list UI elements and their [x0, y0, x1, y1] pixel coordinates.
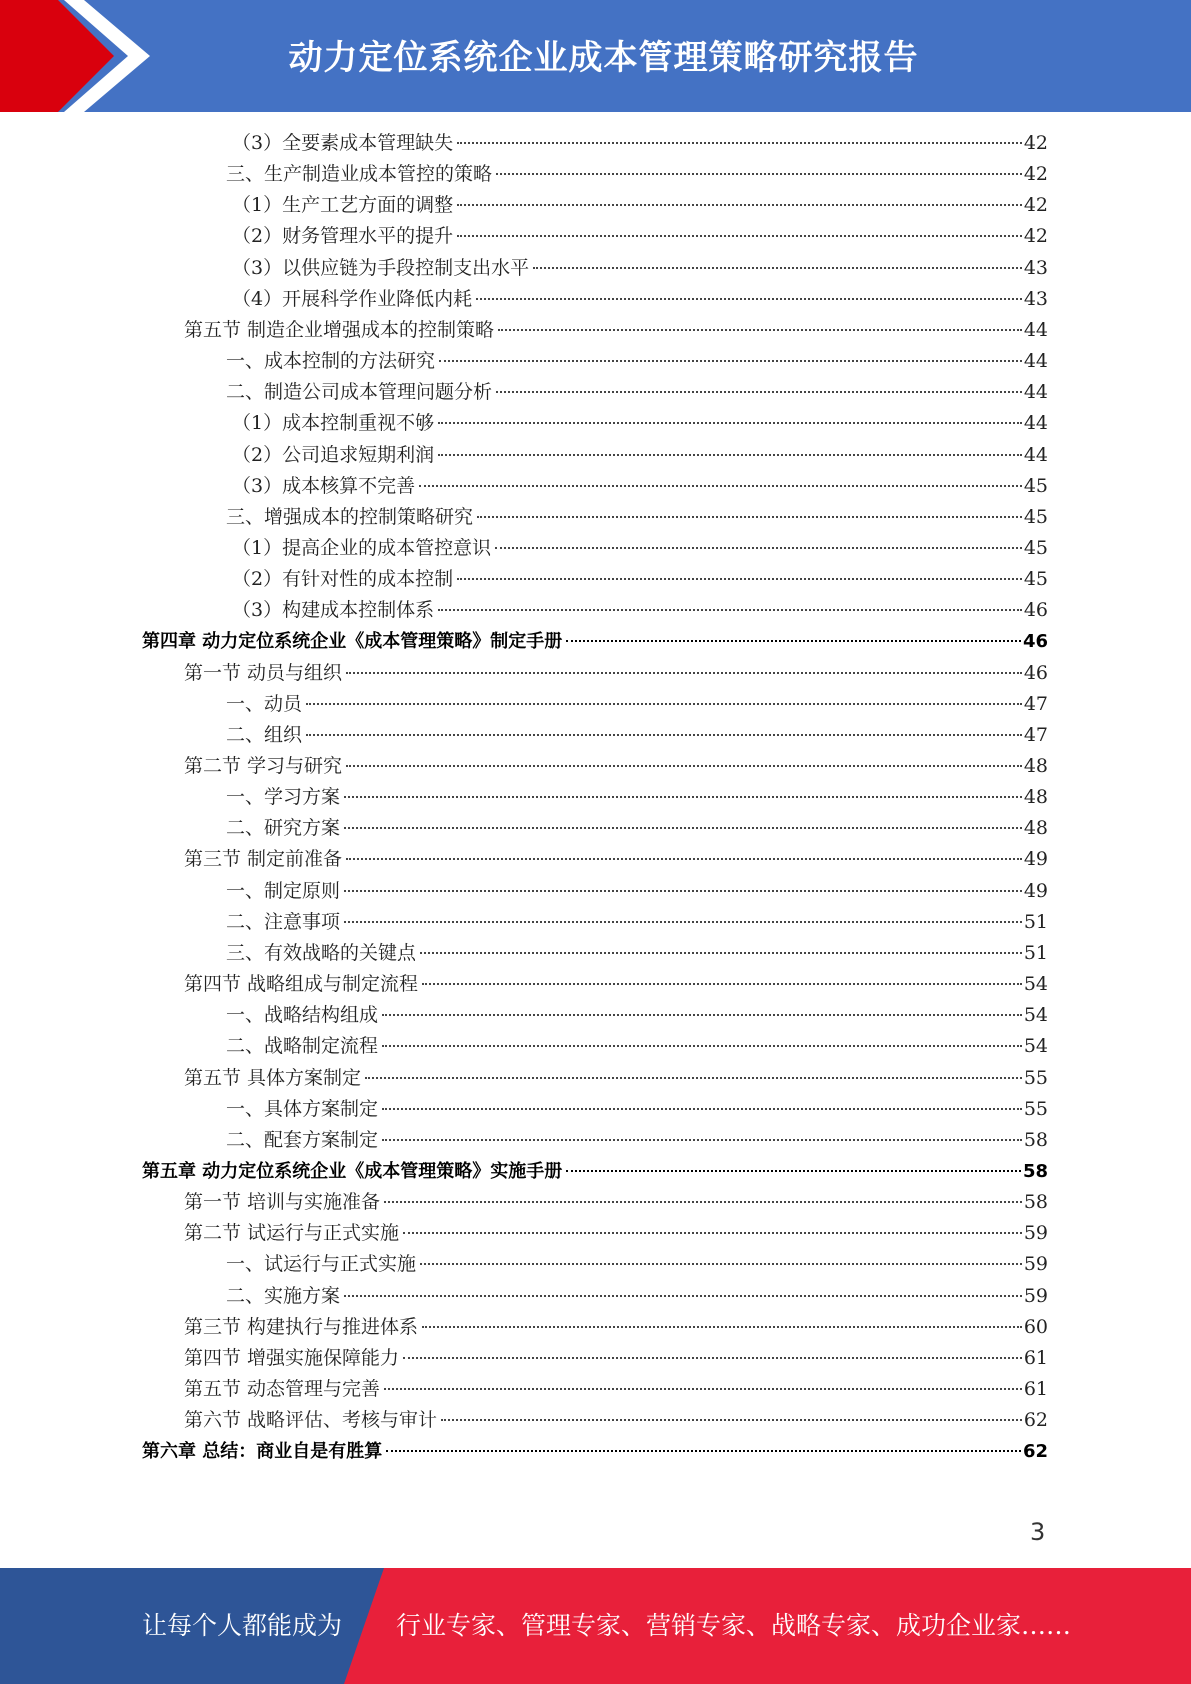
- toc-page-number: 46: [1023, 661, 1048, 684]
- toc-page-number: 51: [1023, 910, 1048, 933]
- toc-entry-label: 第五节 具体方案制定: [184, 1066, 362, 1089]
- toc-entry-label: （3）成本核算不完善: [232, 474, 416, 497]
- toc-entry-label: 二、实施方案: [226, 1284, 341, 1307]
- toc-dot-leader: [438, 422, 1022, 424]
- toc-dot-leader: [344, 1295, 1022, 1297]
- toc-section-entry[interactable]: [184, 1063, 1048, 1094]
- toc-page-number: 43: [1023, 256, 1048, 279]
- document-title: 动力定位系统企业成本管理策略研究报告: [288, 37, 919, 78]
- toc-page-number: 42: [1023, 132, 1048, 154]
- toc-entry-label: 一、成本控制的方法研究: [226, 350, 436, 373]
- toc-entry-label: 第一节 动员与组织: [184, 661, 343, 684]
- toc-entry-label: 第五节 动态管理与完善: [184, 1378, 381, 1400]
- toc-dot-leader: [457, 578, 1022, 580]
- toc-page-number: 58: [1023, 1128, 1048, 1151]
- toc-page-number: 44: [1023, 350, 1048, 373]
- toc-subsection-entry[interactable]: [226, 1125, 1048, 1156]
- toc-page-number: 45: [1023, 505, 1048, 528]
- toc-subsection-entry[interactable]: [226, 720, 1048, 751]
- toc-entry-label: 二、配套方案制定: [226, 1128, 379, 1151]
- toc-chapter-entry[interactable]: [142, 1156, 1048, 1187]
- toc-dot-leader: [382, 1108, 1022, 1110]
- toc-entry-label: 一、战略结构组成: [226, 1004, 379, 1027]
- toc-entry-label: 一、动员: [226, 692, 303, 715]
- toc-entry-label: 第六节 战略评估、考核与审计: [184, 1409, 438, 1432]
- toc-section-entry[interactable]: [184, 969, 1048, 1000]
- toc-dot-leader: [498, 329, 1022, 331]
- toc-dot-leader: [382, 1139, 1022, 1141]
- toc-entry-label: 三、生产制造业成本管控的策略: [226, 163, 493, 186]
- toc-page-number: 48: [1023, 786, 1048, 809]
- toc-entry-label: （2）有针对性的成本控制: [232, 568, 454, 591]
- toc-dot-leader: [403, 1357, 1022, 1359]
- toc-dot-leader: [476, 298, 1022, 300]
- toc-dot-leader: [346, 858, 1022, 860]
- toc-page-number: 45: [1023, 536, 1048, 559]
- toc-entry-label: 第一节 培训与实施准备: [184, 1191, 381, 1214]
- toc-dot-leader: [533, 267, 1022, 269]
- toc-subsection-entry[interactable]: [226, 1249, 1048, 1280]
- toc-page-number: 44: [1023, 412, 1048, 435]
- toc-section-entry[interactable]: [184, 315, 1048, 346]
- toc-dot-leader: [344, 796, 1022, 798]
- page-number: 3: [1030, 1518, 1046, 1546]
- toc-dot-leader: [439, 360, 1022, 362]
- toc-entry-label: 一、试运行与正式实施: [226, 1253, 417, 1276]
- toc-page-number: 60: [1023, 1315, 1048, 1338]
- toc-dot-leader: [344, 921, 1022, 923]
- toc-entry-label: 一、制定原则: [226, 879, 341, 902]
- toc-dot-leader: [384, 1388, 1022, 1390]
- toc-entry-label: （2）公司追求短期利润: [232, 443, 435, 466]
- toc-subsection-entry[interactable]: [226, 782, 1048, 813]
- toc-page-number: 42: [1023, 194, 1048, 217]
- toc-dot-leader: [496, 391, 1022, 393]
- toc-dot-leader: [477, 516, 1022, 518]
- page-header: [0, 0, 1191, 112]
- toc-entry-label: 第五节 制造企业增强成本的控制策略: [184, 318, 495, 341]
- footer-slogan-left: 让每个人都能成为: [142, 1611, 343, 1640]
- toc-section-entry[interactable]: [184, 658, 1048, 689]
- toc-entry-label: 第四节 战略组成与制定流程: [184, 973, 419, 996]
- toc-dot-leader: [420, 1263, 1022, 1265]
- toc-dot-leader: [457, 142, 1022, 144]
- toc-subsection-entry[interactable]: [226, 159, 1048, 190]
- footer-slogan-right: 行业专家、管理专家、营销专家、战略专家、成功企业家……: [396, 1611, 1072, 1640]
- toc-subsection-entry[interactable]: [226, 689, 1048, 720]
- toc-dot-leader: [422, 983, 1022, 985]
- toc-subsection-entry[interactable]: [232, 284, 1048, 315]
- toc-page-number: 44: [1023, 318, 1048, 341]
- toc-entry-label: 第三节 制定前准备: [184, 848, 343, 871]
- toc-dot-leader: [457, 235, 1022, 237]
- toc-dot-leader: [346, 765, 1022, 767]
- toc-section-entry[interactable]: [184, 751, 1048, 782]
- toc-dot-leader: [422, 1326, 1022, 1328]
- toc-page-number: 47: [1023, 723, 1048, 746]
- toc-dot-leader: [382, 1014, 1022, 1016]
- toc-entry-label: （3）构建成本控制体系: [232, 599, 435, 622]
- toc-entry-label: 二、战略制定流程: [226, 1035, 379, 1058]
- toc-subsection-entry[interactable]: [226, 1031, 1048, 1062]
- toc-entry-label: 二、注意事项: [226, 910, 341, 933]
- toc-page-number: 44: [1023, 443, 1048, 466]
- toc-dot-leader: [386, 1450, 1021, 1452]
- toc-entry-label: 一、学习方案: [226, 786, 341, 809]
- toc-dot-leader: [344, 827, 1022, 829]
- toc-subsection-entry[interactable]: [226, 907, 1048, 938]
- toc-subsection-entry[interactable]: [226, 1281, 1048, 1312]
- toc-section-entry[interactable]: [184, 1218, 1048, 1249]
- toc-entry-label: 二、制造公司成本管理问题分析: [226, 381, 493, 404]
- toc-entry-label: 第四节 增强实施保障能力: [184, 1346, 400, 1369]
- toc-page-number: 44: [1023, 381, 1048, 404]
- toc-subsection-entry[interactable]: [232, 564, 1048, 595]
- toc-subsection-entry[interactable]: [226, 502, 1048, 533]
- toc-dot-leader: [403, 1232, 1022, 1234]
- toc-dot-leader: [382, 1045, 1022, 1047]
- toc-page-number: 62: [1022, 1441, 1048, 1463]
- toc-subsection-entry[interactable]: [232, 253, 1048, 284]
- toc-page-number: 48: [1023, 817, 1048, 840]
- toc-entry-label: 第四章 动力定位系统企业《成本管理策略》制定手册: [142, 631, 563, 653]
- toc-page-number: 58: [1022, 1160, 1048, 1182]
- toc-page-number: 55: [1023, 1066, 1048, 1089]
- toc-subsection-entry[interactable]: [232, 408, 1048, 439]
- toc-dot-leader: [441, 1419, 1022, 1421]
- toc-page-number: 46: [1023, 599, 1048, 622]
- toc-subsection-entry[interactable]: [226, 938, 1048, 969]
- toc-page-number: 42: [1023, 163, 1048, 186]
- toc-page-number: 45: [1023, 568, 1048, 591]
- toc-chapter-entry[interactable]: [142, 626, 1048, 657]
- toc-dot-leader: [306, 734, 1022, 736]
- toc-page-number: 59: [1023, 1222, 1048, 1245]
- toc-dot-leader: [438, 454, 1022, 456]
- toc-page-number: 42: [1023, 225, 1048, 248]
- toc-entry-label: （4）开展科学作业降低内耗: [232, 287, 473, 310]
- toc-dot-leader: [419, 485, 1022, 487]
- toc-entry-label: 一、具体方案制定: [226, 1097, 379, 1120]
- toc-page-number: 54: [1023, 1004, 1048, 1027]
- toc-subsection-entry[interactable]: [226, 377, 1048, 408]
- toc-page-number: 61: [1023, 1346, 1048, 1369]
- toc-page-number: 54: [1023, 973, 1048, 996]
- toc-page-number: 49: [1023, 848, 1048, 871]
- toc-entry-label: （1）生产工艺方面的调整: [232, 194, 454, 217]
- toc-section-entry[interactable]: [184, 1343, 1048, 1374]
- toc-entry-label: 第六章 总结：商业自是有胜算: [142, 1441, 383, 1463]
- toc-subsection-entry[interactable]: [232, 595, 1048, 626]
- toc-dot-leader: [306, 703, 1022, 705]
- toc-section-entry[interactable]: [184, 1312, 1048, 1343]
- toc-page-number: 59: [1023, 1253, 1048, 1276]
- toc-section-entry[interactable]: [184, 1187, 1048, 1218]
- toc-dot-leader: [420, 952, 1022, 954]
- toc-dot-leader: [346, 672, 1022, 674]
- toc-page-number: 49: [1023, 879, 1048, 902]
- toc-entry-label: 第三节 构建执行与推进体系: [184, 1315, 419, 1338]
- toc-subsection-entry[interactable]: [232, 190, 1048, 221]
- toc-page-number: 48: [1023, 755, 1048, 777]
- toc-entry-label: （1）提高企业的成本管控意识: [232, 536, 492, 559]
- toc-entry-label: （3）以供应链为手段控制支出水平: [232, 256, 530, 279]
- toc-dot-leader: [344, 890, 1022, 892]
- toc-dot-leader: [496, 173, 1022, 175]
- page-footer: [0, 1568, 1191, 1684]
- toc-page-number: 58: [1023, 1191, 1048, 1214]
- toc-page-number: 51: [1023, 941, 1048, 964]
- toc-page-number: 43: [1023, 287, 1048, 310]
- toc-entry-label: 二、研究方案: [226, 817, 341, 840]
- toc-section-entry[interactable]: [184, 1374, 1048, 1405]
- toc-page-number: 59: [1023, 1284, 1048, 1307]
- toc-entry-label: （2）财务管理水平的提升: [232, 225, 454, 248]
- toc-subsection-entry[interactable]: [232, 128, 1048, 159]
- toc-entry-label: 第二节 试运行与正式实施: [184, 1222, 400, 1245]
- toc-entry-label: （3）全要素成本管理缺失: [232, 132, 454, 154]
- toc-subsection-entry[interactable]: [232, 440, 1048, 471]
- toc-dot-leader: [495, 547, 1022, 549]
- toc-section-entry[interactable]: [184, 1405, 1048, 1436]
- toc-dot-leader: [457, 204, 1022, 206]
- toc-page-number: 62: [1023, 1409, 1048, 1432]
- toc-subsection-entry[interactable]: [226, 813, 1048, 844]
- toc-dot-leader: [566, 1170, 1021, 1172]
- toc-page-number: 54: [1023, 1035, 1048, 1058]
- toc-entry-label: 二、组织: [226, 723, 303, 746]
- toc-subsection-entry[interactable]: [226, 1000, 1048, 1031]
- toc-dot-leader: [438, 609, 1022, 611]
- toc-subsection-entry[interactable]: [232, 533, 1048, 564]
- toc-page-number: 45: [1023, 474, 1048, 497]
- toc-page-number: 61: [1023, 1378, 1048, 1400]
- toc-subsection-entry[interactable]: [226, 876, 1048, 907]
- toc-page-number: 55: [1023, 1097, 1048, 1120]
- toc-chapter-entry[interactable]: [142, 1436, 1048, 1467]
- toc-entry-label: 第五章 动力定位系统企业《成本管理策略》实施手册: [142, 1160, 563, 1182]
- toc-dot-leader: [365, 1077, 1022, 1079]
- toc-subsection-entry[interactable]: [226, 1094, 1048, 1125]
- toc-dot-leader: [566, 640, 1021, 642]
- toc-subsection-entry[interactable]: [232, 221, 1048, 252]
- toc-entry-label: 第二节 学习与研究: [184, 755, 343, 777]
- toc-dot-leader: [384, 1201, 1022, 1203]
- toc-entry-label: 三、有效战略的关键点: [226, 941, 417, 964]
- toc-section-entry[interactable]: [184, 844, 1048, 875]
- toc-subsection-entry[interactable]: [232, 471, 1048, 502]
- toc-entry-label: 三、增强成本的控制策略研究: [226, 505, 474, 528]
- toc-page-number: 47: [1023, 692, 1048, 715]
- toc-page-number: 46: [1022, 631, 1048, 653]
- toc-subsection-entry[interactable]: [226, 346, 1048, 377]
- toc-entry-label: （1）成本控制重视不够: [232, 412, 435, 435]
